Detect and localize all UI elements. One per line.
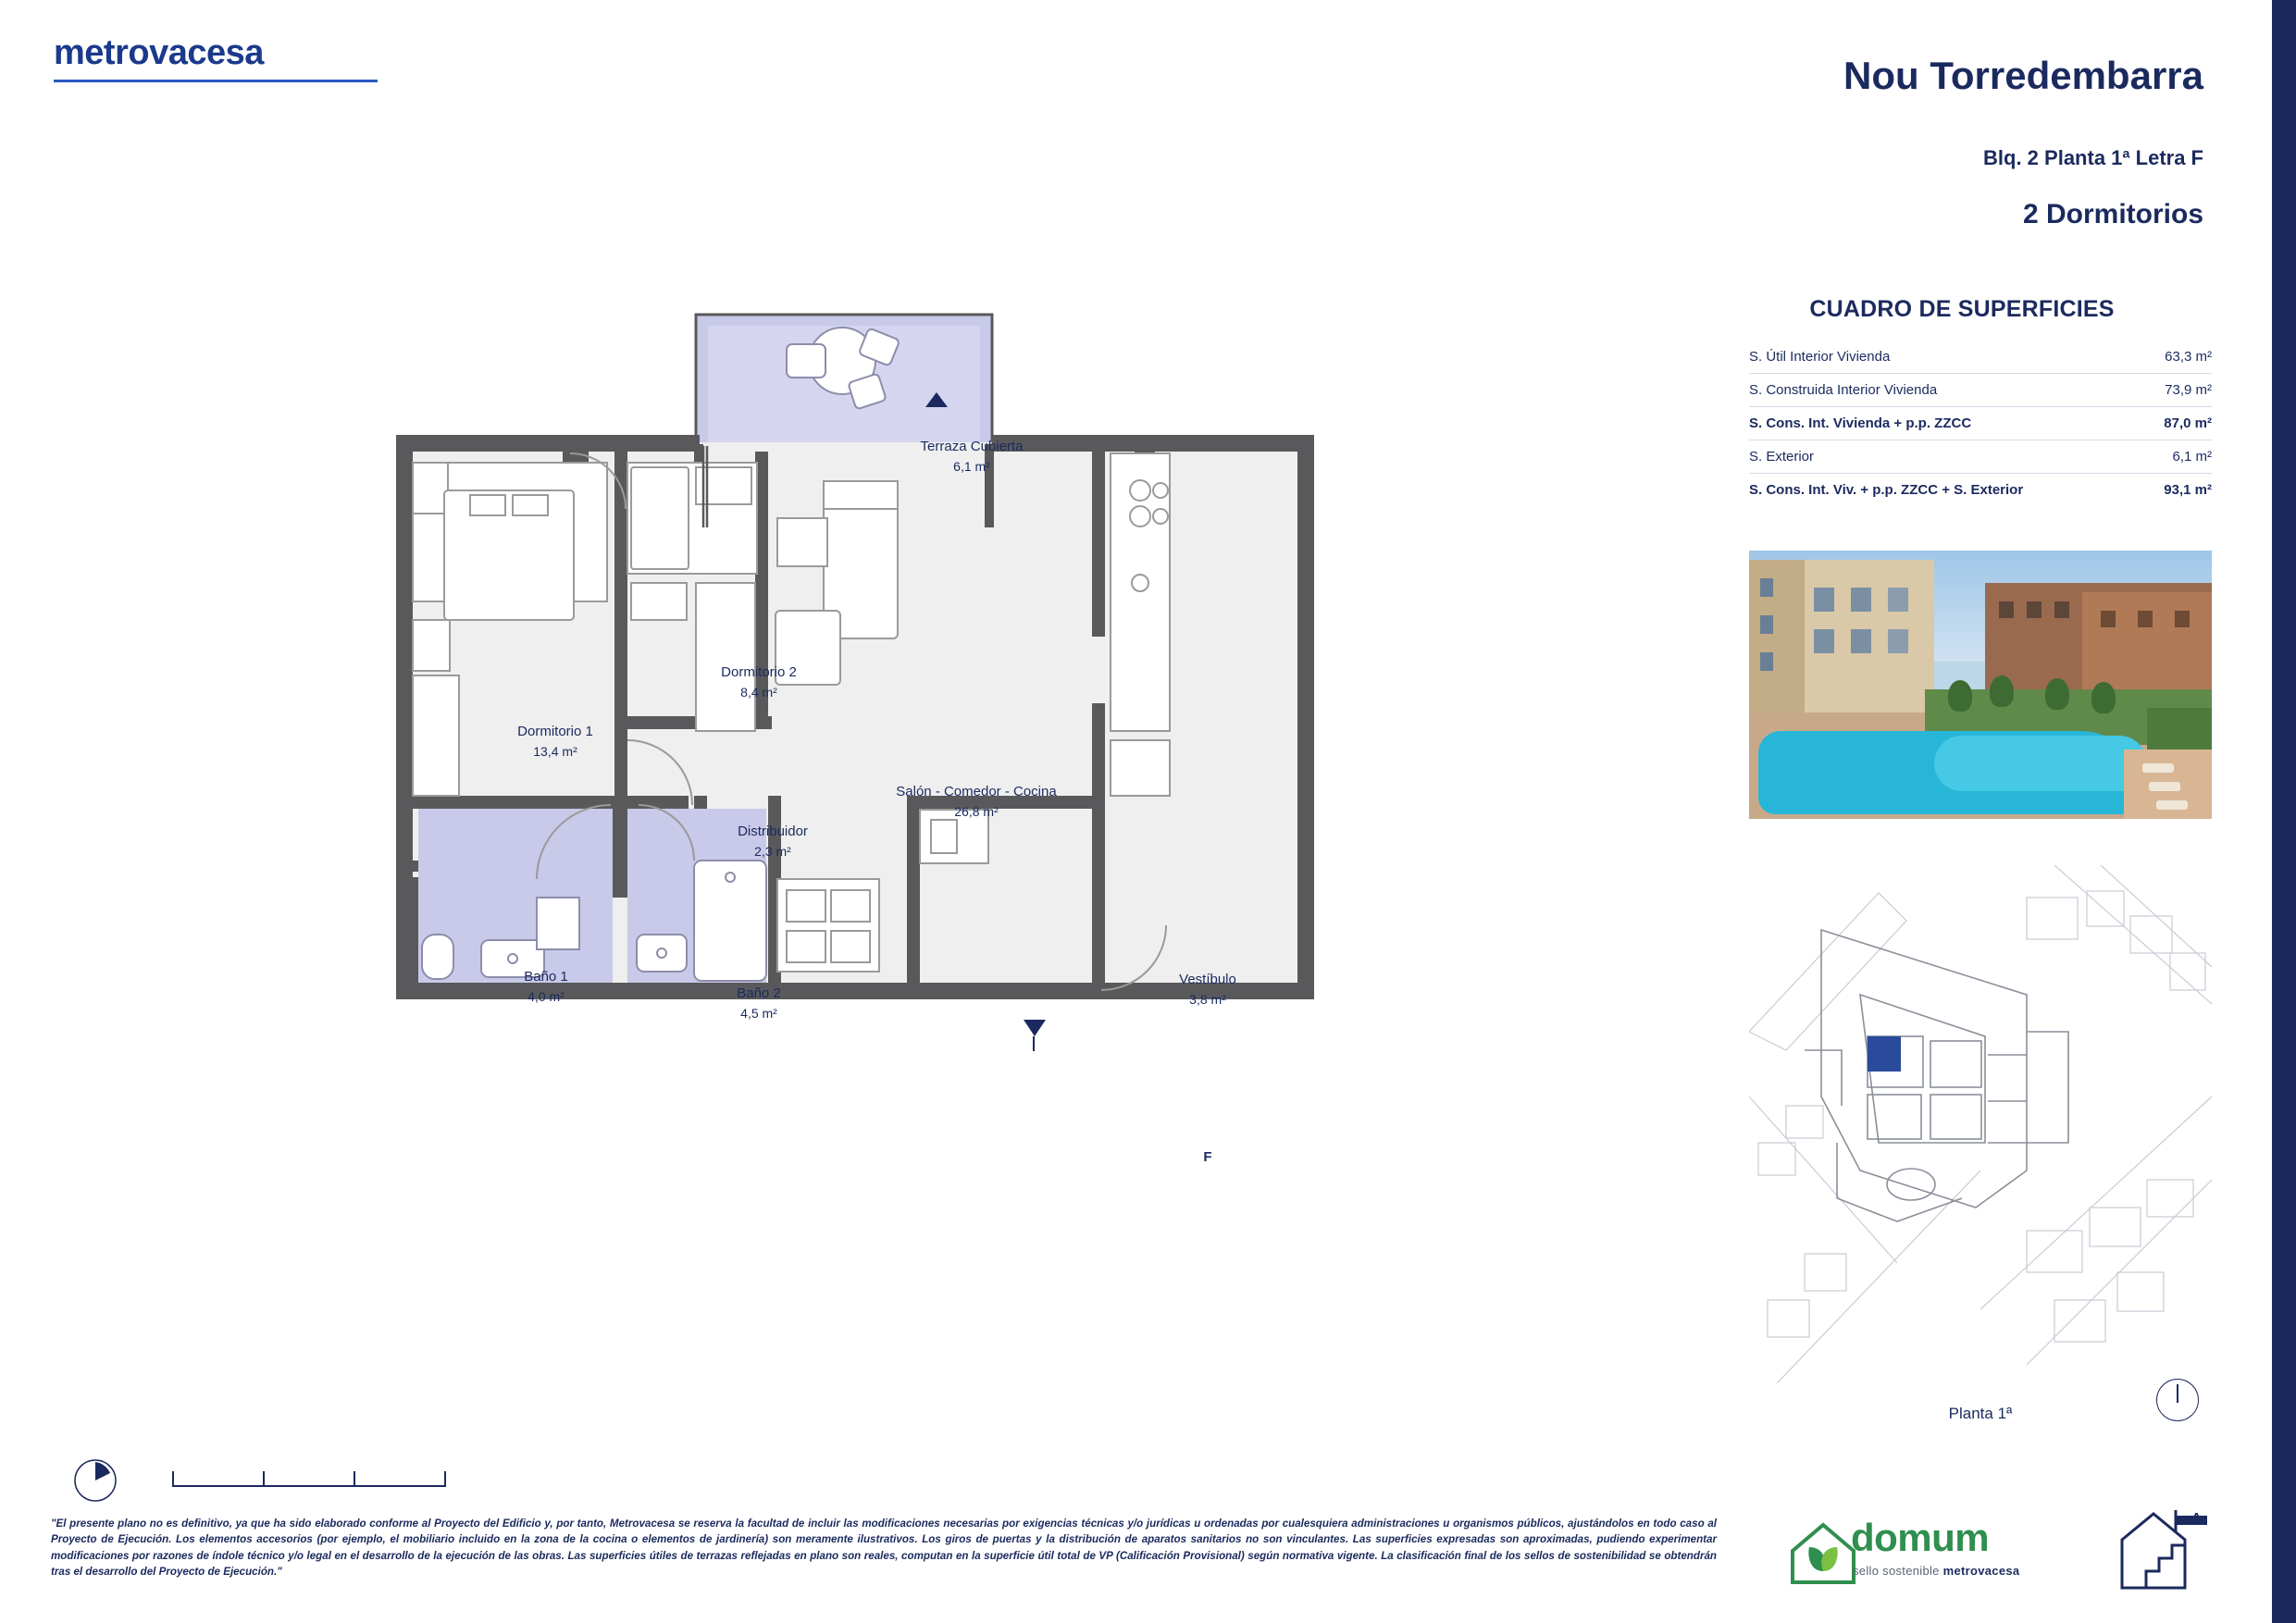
surface-value: 87,0 m² — [2164, 415, 2212, 431]
domum-wordmark: domum — [1851, 1516, 1990, 1559]
north-arrow-icon — [72, 1457, 118, 1504]
room-label-dormitorio2: Dormitorio 2 8,4 m² — [721, 664, 797, 700]
room-label-dormitorio1: Dormitorio 1 13,4 m² — [517, 724, 593, 759]
surface-value: 93,1 m² — [2164, 482, 2212, 498]
table-row — [1749, 474, 2212, 506]
table-row — [1749, 341, 2212, 374]
site-location-map — [1749, 865, 2212, 1383]
surface-value: 73,9 m² — [2165, 382, 2212, 398]
room-label-distribuidor: Distribuidor 2,3 m² — [738, 824, 808, 859]
domum-tagline — [1853, 1564, 2019, 1578]
room-label-vestibulo: Vestíbulo 3,8 m² — [1179, 972, 1236, 1007]
domum-tagline-part2: metrovacesa — [1942, 1564, 2020, 1578]
domum-tagline-part1: sello sostenible — [1853, 1564, 1943, 1578]
surfaces-table — [1749, 341, 2212, 506]
project-unit: Blq. 2 Planta 1ª Letra F — [1983, 146, 2203, 169]
scale-bar — [171, 1469, 449, 1498]
entrance-letter-label: F — [1203, 1149, 1212, 1165]
unit-location-marker — [1868, 1036, 1901, 1072]
legal-disclaimer: "El presente plano no es definitivo, ya que ha sido elaborado conforme al Proyecto del Edificio y, por tanto, Metrovacesa se reserva la facultad de incluir las modificaciones necesarias por exigencias técnicas y/o jurídicas u ordenadas por cualesquiera administraciones u organismos públicos, ajustándolos en todo caso al Proyecto de Ejecución. Los elementos accesorios (por ejemplo, el mobiliario incluido en la zona de la cocina o elementos de jardinería) son meramente ilustrativos. Los giros de puertas y la distribución de aparatos sanitarios no son vinculantes. Las superficies expresadas son aproximadas, pudiendo experimentar modificaciones por razones de índole técnico y/o legal en el desarrollo de la ejecución de las obras. Las superficies útiles de terrazas reflejadas en plano son reales, computan en la superficie útil total de VP (Calificación Provisional) según normativa vigente. La clasificación final de los sellos de sostenibilidad se obtendrán tras el desarrollo del Proyecto de Ejecución." — [51, 1518, 1717, 1579]
table-row — [1749, 407, 2212, 440]
sitemap-caption: Planta 1ª — [1948, 1405, 2013, 1422]
surface-label: S. Cons. Int. Viv. + p.p. ZZCC + S. Exterior — [1749, 482, 2024, 498]
development-render-image — [1749, 551, 2212, 819]
surface-label: S. Construida Interior Vivienda — [1749, 382, 1938, 398]
compass-needle-icon — [2177, 1384, 2178, 1403]
surface-label: S. Útil Interior Vivienda — [1749, 349, 1891, 365]
room-label-bano2: Baño 2 4,5 m² — [737, 985, 781, 1021]
brand-logo: metrovacesa — [54, 33, 264, 72]
project-title: Nou Torredembarra — [1843, 54, 2203, 97]
room-label-terraza: Terraza Cubierta 6,1 m² — [920, 439, 1024, 474]
surface-value: 6,1 m² — [2172, 449, 2212, 465]
right-accent-bar — [2272, 0, 2296, 1623]
table-row — [1749, 440, 2212, 474]
project-bedrooms: 2 Dormitorios — [2022, 199, 2203, 229]
floor-plan-drawing — [389, 305, 1388, 1157]
table-row — [1749, 374, 2212, 407]
stairs-letter-label: A — [2191, 1510, 2202, 1526]
surface-label: S. Cons. Int. Vivienda + p.p. ZZCC — [1749, 415, 1972, 431]
room-label-bano1: Baño 1 4,0 m² — [524, 969, 568, 1004]
surface-label: S. Exterior — [1749, 449, 1815, 465]
surfaces-title: CUADRO DE SUPERFICIES — [1809, 296, 2115, 322]
room-label-salon: Salón - Comedor - Cocina 26,8 m² — [896, 784, 1057, 819]
brand-underline — [54, 80, 378, 82]
surface-value: 63,3 m² — [2165, 349, 2212, 365]
